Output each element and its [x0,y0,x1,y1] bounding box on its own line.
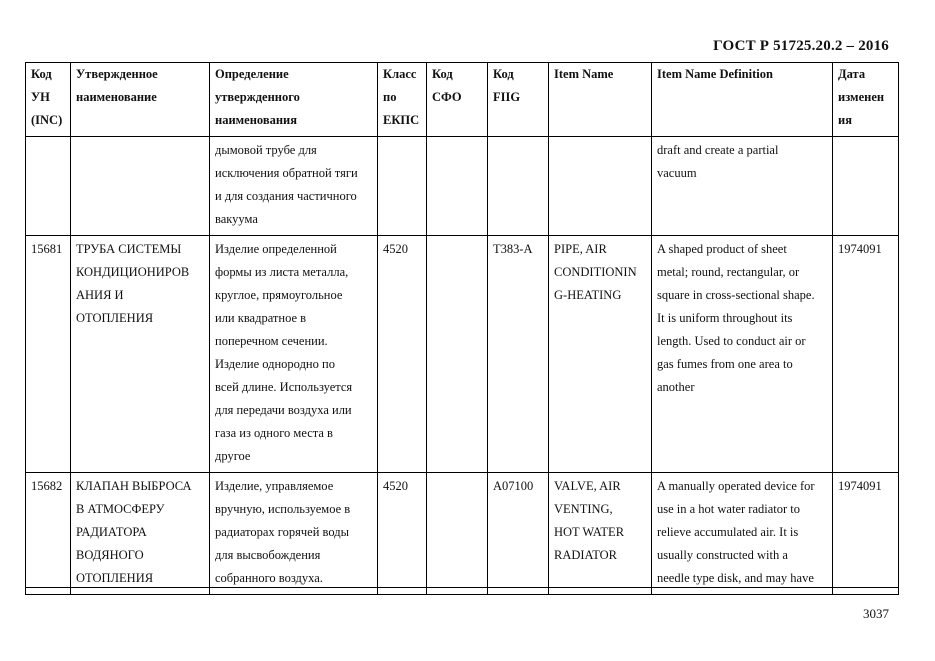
cell-text-line: 1974091 [838,479,882,493]
table-cell-item-name [549,137,652,236]
cell-text-line: круглое, прямоугольное [215,288,343,302]
table-cell-item-name-definition [652,473,833,595]
column-header-line: изменен [838,90,885,104]
column-header-line: по [383,90,397,104]
column-header-fiig-code [488,63,549,137]
column-header-approved-name [71,63,210,137]
cell-text-line: HOT WATER [554,525,625,539]
column-header-item-name-definition [652,63,833,137]
cell-text-line: всей длине. Используется [215,380,353,394]
table-row [26,473,899,595]
cell-text-line: другое [215,449,251,463]
column-header-line: Код [432,67,453,81]
column-header-line: наименования [215,113,298,127]
table-cell-item-name [549,236,652,473]
cell-text-line: metal; round, rectangular, or [657,265,800,279]
table-cell-code-inc [26,137,71,236]
column-header-code-inc [26,63,71,137]
table-cell-ekps-class [378,236,427,473]
cell-text-line: needle type disk, and may have [657,571,814,585]
cell-text-line: или квадратное в [215,311,307,325]
page-frame-bottom-line [25,587,898,588]
table-cell-approved-name [71,137,210,236]
cell-text-line: формы из листа металла, [215,265,349,279]
column-header-sfo-code [427,63,488,137]
cell-text-line: draft and create a partial [657,143,779,157]
table-row [26,236,899,473]
table-cell-sfo-code [427,137,488,236]
table-cell-name-definition [210,236,378,473]
cell-text-line: КОНДИЦИОНИРОВ [76,265,190,279]
cell-text-line: PIPE, AIR [554,242,607,256]
cell-text-line: ТРУБА СИСТЕМЫ [76,242,182,256]
cell-text-line: РАДИАТОРА [76,525,147,539]
column-header-line: Определение [215,67,289,81]
table-cell-ekps-class [378,473,427,595]
table-cell-fiig-code [488,236,549,473]
cell-text-line: relieve accumulated air. It is [657,525,799,539]
table-cell-name-definition [210,473,378,595]
column-header-line: СФО [432,90,462,104]
table-cell-name-definition [210,137,378,236]
cell-text-line: VALVE, AIR [554,479,621,493]
cell-text-line: исключения обратной тяги [215,166,358,180]
cell-text-line: газа из одного места в [215,426,333,440]
table-cell-code-inc [26,473,71,595]
cell-text-line: вакуума [215,212,258,226]
table-cell-change-date [833,236,899,473]
cell-text-line: length. Used to conduct air or [657,334,806,348]
cell-text-line: Изделие определенной [215,242,337,256]
table-cell-ekps-class [378,137,427,236]
table-cell-sfo-code [427,473,488,595]
table-cell-item-name-definition [652,236,833,473]
column-header-line: утвержденного [215,90,300,104]
column-header-name-definition [210,63,378,137]
table-cell-approved-name [71,236,210,473]
cell-text-line: АНИЯ И [76,288,124,302]
cell-text-line: It is uniform throughout its [657,311,793,325]
cell-text-line: vacuum [657,166,697,180]
column-header-change-date [833,63,899,137]
cell-text-line: вручную, используемое в [215,502,351,516]
cell-text-line: RADIATOR [554,548,617,562]
column-header-line: Дата [838,67,866,81]
cell-text-line: Изделие, управляемое [215,479,334,493]
cell-text-line: для передачи воздуха или [215,403,352,417]
cell-text-line: square in cross-sectional shape. [657,288,815,302]
table-body [26,137,899,595]
table-cell-code-inc [26,236,71,473]
cell-text-line: 4520 [383,242,408,256]
column-header-ekps-class [378,63,427,137]
cell-text-line: 1974091 [838,242,882,256]
cell-text-line: CONDITIONIN [554,265,637,279]
cell-text-line: A shaped product of sheet [657,242,787,256]
column-header-line: УН [31,90,50,104]
cell-text-line: 4520 [383,479,408,493]
column-header-line: ия [838,113,852,127]
cell-text-line: В АТМОСФЕРУ [76,502,165,516]
classification-table [25,62,899,595]
cell-text-line: another [657,380,695,394]
cell-text-line: ОТОПЛЕНИЯ [76,571,154,585]
column-header-line: Код [493,67,514,81]
cell-text-line: КЛАПАН ВЫБРОСА [76,479,192,493]
table-cell-sfo-code [427,236,488,473]
column-header-line: ЕКПС [383,113,420,127]
cell-text-line: usually constructed with a [657,548,788,562]
cell-text-line: дымовой трубе для [215,143,317,157]
cell-text-line: для высвобождения [215,548,321,562]
table-header-row [26,63,899,137]
page-number: 3037 [863,606,889,621]
cell-text-line: ОТОПЛЕНИЯ [76,311,154,325]
cell-text-line: ВОДЯНОГО [76,548,144,562]
cell-text-line: радиаторах горячей воды [215,525,349,539]
document-standard-code: ГОСТ Р 51725.20.2 – 2016 [713,38,889,54]
column-header-line: (INC) [31,113,63,127]
table-cell-item-name [549,473,652,595]
cell-text-line: VENTING, [554,502,613,516]
table-row [26,137,899,236]
table-header [26,63,899,137]
cell-text-line: 15682 [31,479,63,493]
cell-text-line: A manually operated device for [657,479,815,493]
cell-text-line: поперечном сечении. [215,334,328,348]
table-cell-item-name-definition [652,137,833,236]
cell-text-line: 15681 [31,242,63,256]
table-cell-change-date [833,137,899,236]
column-header-line: Утвержденное [76,67,158,81]
cell-text-line: T383-A [493,242,533,256]
column-header-line: FIIG [493,90,521,104]
table-cell-fiig-code [488,473,549,595]
cell-text-line: G-HEATING [554,288,622,302]
cell-text-line: gas fumes from one area to [657,357,793,371]
cell-text-line: и для создания частичного [215,189,357,203]
table-cell-approved-name [71,473,210,595]
column-header-line: наименование [76,90,157,104]
cell-text-line: A07100 [493,479,534,493]
cell-text-line: Изделие однородно по [215,357,335,371]
column-header-item-name [549,63,652,137]
table-cell-fiig-code [488,137,549,236]
cell-text-line: собранного воздуха. [215,571,323,585]
column-header-line: Item Name Definition [657,67,773,81]
cell-text-line: use in a hot water radiator to [657,502,801,516]
column-header-line: Item Name [554,67,614,81]
column-header-line: Класс [383,67,417,81]
column-header-line: Код [31,67,52,81]
table-cell-change-date [833,473,899,595]
